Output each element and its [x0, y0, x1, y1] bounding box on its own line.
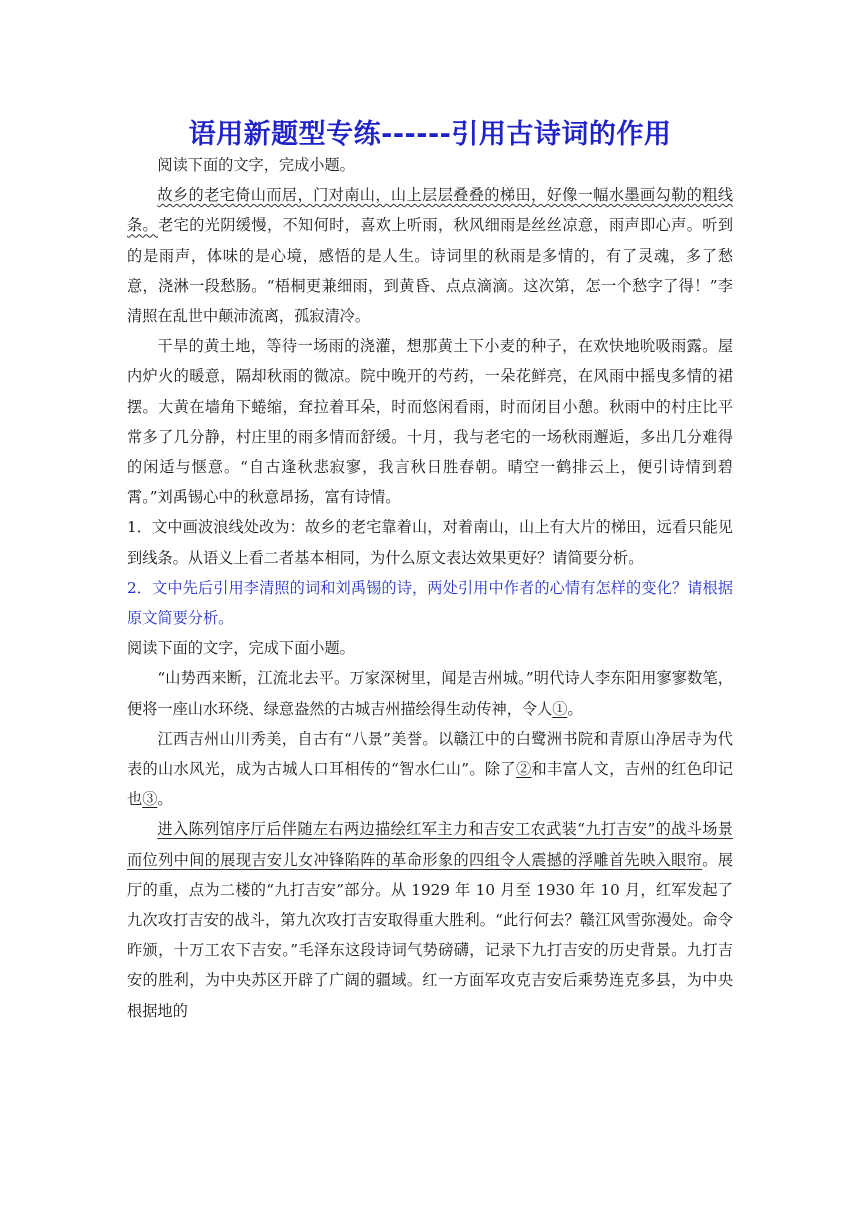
paragraph-text: 和丰富人文，吉州的红色印记也 [127, 760, 734, 809]
paragraph-text: 。展厅的重，点为二楼的“九打吉安”部分。从 1929 年 10 月至 1930 年 10 月，红军发起了九次攻打吉安的战斗，第九次攻打吉安取得重大胜利。“此行何去？赣江风雪弥漫处。命令昨颁，十万工农下吉安。”毛泽东这段诗词气势磅礴，记录下九打吉安的历史背景。九打吉安的胜利，为中央苏区开辟了广阔的疆域。红一方面军攻克吉安后乘势连克多县，为中央根据地的 [127, 850, 734, 1020]
section2-paragraph-1 [127, 663, 733, 723]
section1-paragraph-2: 干旱的黄土地，等待一场雨的浇灌，想那黄土下小麦的种子，在欢快地吮吸雨露。屋内炉火的暖意，隔却秋雨的微凉。院中晚开的芍药，一朵花鲜亮，在风雨中摇曳多情的裙摆。大黄在墙角下蜷缩，耷拉着耳朵，时而悠闲看雨，时而闭目小憩。秋雨中的村庄比平常多了几分静，村庄里的雨多情而舒缓。十月，我与老宅的一场秋雨邂逅，多出几分难得的闲适与惬意。“自古逢秋悲寂寥，我言秋日胜春朝。晴空一鹤排云上，便引诗情到碧霄。”刘禹锡心中的秋意昂扬，富有诗情。 [127, 337, 733, 507]
section2-instruction: 阅读下面的文字，完成下面小题。 [127, 639, 355, 658]
wavy-underlined-sentence: 故乡的老宅倚山而居，门对南山，山上层层叠叠的梯田，好像一幅水墨画勾勒的粗线条。 [127, 186, 733, 235]
section2-paragraph-2 [127, 724, 733, 815]
section1-paragraph-1 [127, 180, 733, 331]
section2-paragraph-3 [127, 814, 733, 1025]
paragraph-text: 江西吉州山川秀美，自古有“八景”美誉。以赣江中的白鹭洲书院和青原山净居寺为代表的山水风光，成为古城人口耳相传的“智水仁山”。除了 [127, 729, 733, 779]
section1-instruction: 阅读下面的文字，完成小题。 [157, 156, 355, 174]
blank-marker-3: ③ [142, 790, 158, 809]
page-title: 语用新题型专练------引用古诗词的作用 [188, 119, 672, 150]
question-2: 2．文中先后引用李清照的词和刘禹锡的诗，两处引用中作者的心情有怎样的变化？请根据原文简要分析。 [127, 578, 733, 628]
paragraph-end: 。 [157, 790, 173, 809]
paragraph-text: 老宅的光阴缓慢，不知何时，喜欢上听雨，秋风细雨是丝丝凉意，雨声即心声。听到的是雨声，体味的是心境，感悟的是人生。诗词里的秋雨是多情的，有了灵魂，多了愁意，浇淋一段愁肠。“梧桐更兼细雨，到黄昏、点点滴滴。这次第，怎一个愁字了得！”李清照在乱世中颠沛流离，孤寂清冷。 [127, 216, 734, 326]
blank-marker-1: ① [552, 699, 568, 718]
document-body [127, 150, 733, 1026]
blank-marker-2: ② [515, 760, 532, 779]
paragraph-text: “山势西来断，江流北去平。万家深树里，闻是吉州城。”明代诗人李东阳用寥寥数笔，便将一座山水环绕、绿意盎然的古城吉州描绘得生动传神，令人 [127, 669, 733, 718]
underlined-sentence: 进入陈列馆序厅后伴随左右两边描绘红军主力和吉安工农武装“九打吉安”的战斗场景而位列中间的展现吉安儿女冲锋陷阵的革命形象的四组令人震撼的浮雕首先映入眼帘 [127, 820, 733, 869]
question-1: 1．文中画波浪线处改为：故乡的老宅靠着山，对着南山，山上有大片的梯田，远看只能见到线条。从语义上看二者基本相同，为什么原文表达效果更好？请简要分析。 [127, 518, 733, 567]
paragraph-end: 。 [567, 699, 583, 718]
